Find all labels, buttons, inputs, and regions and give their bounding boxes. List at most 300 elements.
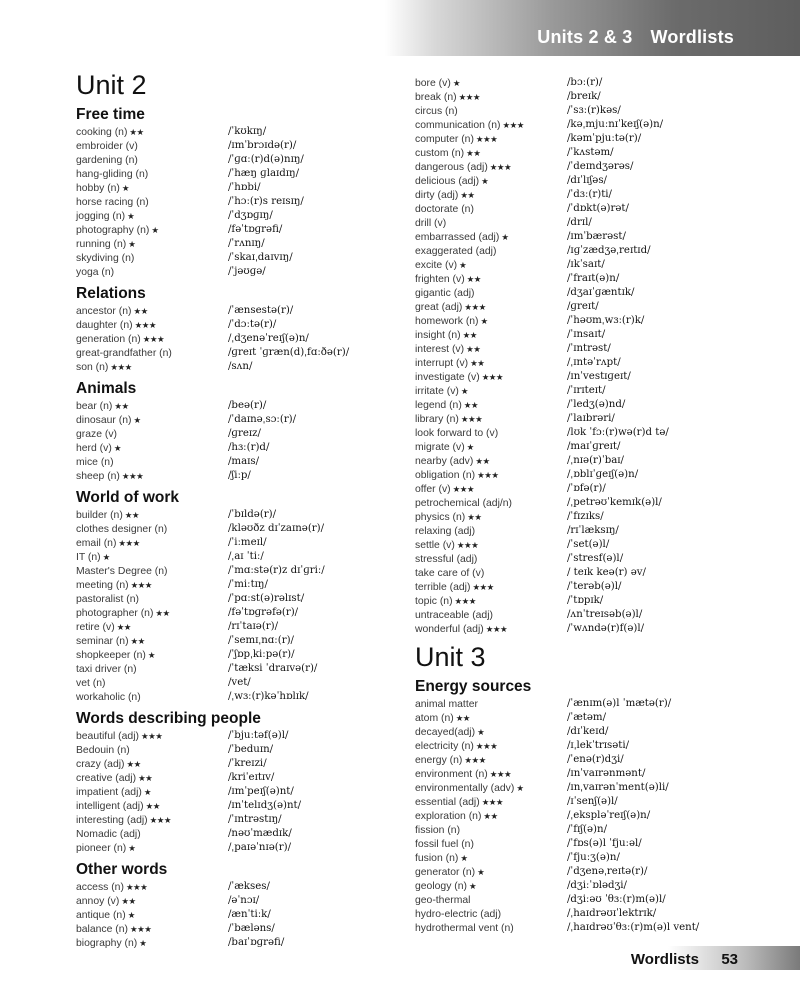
entry-pronunciation: /ˈterəb(ə)l/ <box>567 581 622 592</box>
entry-pronunciation: /ˈhɔː(r)s reɪsɪŋ/ <box>228 196 304 207</box>
entry-word-text: exaggerated (adj) <box>415 246 497 257</box>
word-entry <box>415 398 735 412</box>
entry-word-text: horse racing (n) <box>76 197 149 208</box>
word-entry <box>415 384 735 398</box>
entry-pronunciation: /ˌdʒenəˈreɪʃ(ə)n/ <box>228 333 309 344</box>
entry-word-text: interesting (adj) <box>76 815 148 826</box>
entry-word-text: electricity (n) <box>415 741 474 752</box>
entry-pronunciation: /fəˈtɒɡrəfi/ <box>228 224 283 235</box>
entry-word-text: balance (n) <box>76 924 128 935</box>
entry-word <box>415 370 503 385</box>
frequency-stars: ★ <box>477 867 485 877</box>
word-entry <box>415 921 735 935</box>
entry-word-text: great (adj) <box>415 302 463 313</box>
frequency-stars: ★★★ <box>110 362 132 372</box>
entry-pronunciation: /ˈrʌnɪŋ/ <box>228 238 265 249</box>
entry-word <box>76 757 141 772</box>
entry-word <box>415 314 488 329</box>
entry-pronunciation: /ˈɪrɪteɪt/ <box>567 385 606 396</box>
word-entry <box>415 244 735 258</box>
entry-word <box>76 676 107 691</box>
entry-word-text: Master's Degree (n) <box>76 566 168 577</box>
entry-word-text: pastoralist (n) <box>76 594 139 605</box>
word-entry <box>76 332 396 346</box>
entry-word-text: terrible (adj) <box>415 582 471 593</box>
frequency-stars: ★★★ <box>118 538 140 548</box>
entry-pronunciation: /ˈɪntrəst/ <box>567 343 611 354</box>
entry-word <box>76 209 134 224</box>
footer-label: Wordlists <box>630 951 699 968</box>
entry-word-text: energy (n) <box>415 755 463 766</box>
entry-word-text: obligation (n) <box>415 470 476 481</box>
entry-word <box>76 237 135 252</box>
entry-word <box>415 767 511 782</box>
entry-pronunciation: /ˈɒfə(r)/ <box>567 483 606 494</box>
entry-word <box>76 195 151 210</box>
frequency-stars: ★ <box>516 783 524 793</box>
entry-pronunciation: /ˌɒblɪˈɡeɪʃ(ə)n/ <box>567 469 639 480</box>
entry-pronunciation: /ˈskaɪˌdaɪvɪŋ/ <box>228 252 293 263</box>
word-entry <box>76 799 396 813</box>
entry-pronunciation: /ɪnˈtelɪdʒ(ə)nt/ <box>228 800 302 811</box>
word-entry <box>415 160 735 174</box>
entry-pronunciation: /kəˌmjuːnɪˈkeɪʃ(ə)n/ <box>567 119 664 130</box>
entry-word-text: drill (v) <box>415 218 447 229</box>
entry-word <box>76 167 150 182</box>
frequency-stars: ★★ <box>462 330 477 340</box>
entry-pronunciation: /ˌnɪə(r)ˈbaɪ/ <box>567 455 624 466</box>
entry-word-text: hang-gliding (n) <box>76 169 149 180</box>
entry-word <box>415 104 460 119</box>
entry-word-text: delicious (adj) <box>415 176 480 187</box>
entry-word <box>76 413 141 428</box>
entry-word <box>415 482 474 497</box>
entry-pronunciation: /kəmˈpjuːtə(r)/ <box>567 133 642 144</box>
word-entry <box>415 286 735 300</box>
entry-word <box>76 455 116 470</box>
word-entry <box>415 781 735 795</box>
word-entry <box>76 771 396 785</box>
entry-pronunciation: /lʊk ˈfɔː(r)wə(r)d tə/ <box>567 427 669 438</box>
page-number: 53 <box>721 951 738 968</box>
entry-pronunciation: /rɪˈlæksɪŋ/ <box>567 525 619 536</box>
entry-word <box>415 258 466 273</box>
frequency-stars: ★ <box>481 176 489 186</box>
entry-word <box>76 265 116 280</box>
word-entry <box>76 469 396 483</box>
word-entry <box>415 893 735 907</box>
entry-word <box>415 76 460 91</box>
frequency-stars: ★★★ <box>475 134 498 144</box>
word-entry <box>415 118 735 132</box>
entry-pronunciation: /ɪˈsenʃ(ə)l/ <box>567 796 618 807</box>
word-entry <box>415 753 735 767</box>
entry-word <box>415 188 475 203</box>
entry-pronunciation: /ˌhaɪdrəʊɪˈlektrɪk/ <box>567 908 657 919</box>
entry-word <box>415 725 484 740</box>
entry-word-text: herd (v) <box>76 443 112 454</box>
word-entry <box>76 648 396 662</box>
entry-word-text: geology (n) <box>415 881 467 892</box>
entry-word <box>415 851 467 866</box>
entry-word-text: topic (n) <box>415 596 453 607</box>
entry-word-text: workaholic (n) <box>76 692 141 703</box>
frequency-stars: ★ <box>480 316 488 326</box>
frequency-stars: ★★★ <box>140 731 163 741</box>
entry-word <box>415 865 484 880</box>
frequency-stars: ★★★ <box>458 92 480 102</box>
entry-word <box>76 318 156 333</box>
entry-word-text: fusion (n) <box>415 853 459 864</box>
word-entry <box>415 496 735 510</box>
entry-word <box>76 785 151 800</box>
entry-word-text: exploration (n) <box>415 811 482 822</box>
entry-word-text: gigantic (adj) <box>415 288 475 299</box>
entry-pronunciation: /ˈɪnsaɪt/ <box>567 329 606 340</box>
word-entry <box>415 76 735 90</box>
entry-pronunciation: /əˈnɔɪ/ <box>228 895 260 906</box>
word-entry <box>76 125 396 139</box>
frequency-stars: ★ <box>501 232 509 242</box>
frequency-stars: ★★ <box>460 190 475 200</box>
entry-word-text: interrupt (v) <box>415 358 469 369</box>
entry-pronunciation: /ˈlaɪbrəri/ <box>567 413 615 424</box>
entry-pronunciation: /ɪnˈvaɪrənmənt/ <box>567 768 646 779</box>
entry-word <box>415 907 503 922</box>
entry-pronunciation: /ˌpaɪəˈnɪə(r)/ <box>228 842 292 853</box>
unit-3-title: Unit 3 <box>415 642 486 672</box>
entry-pronunciation: /ˈfraɪt(ə)n/ <box>567 273 620 284</box>
frequency-stars: ★★ <box>133 306 148 316</box>
entry-pronunciation: /ʃiːp/ <box>228 470 251 481</box>
entry-pronunciation: /ˈhæŋ ɡlaɪdɪŋ/ <box>228 168 300 179</box>
entry-pronunciation: /ˈʃɒpˌkiːpə(r)/ <box>228 649 295 660</box>
entry-pronunciation: /ˈbjuːtəf(ə)l/ <box>228 730 289 741</box>
entry-pronunciation: /ɡreɪt ˈɡræn(d)ˌfɑːðə(r)/ <box>228 347 350 358</box>
word-entry <box>415 132 735 146</box>
entry-word <box>415 921 516 936</box>
entry-word-text: doctorate (n) <box>415 204 474 215</box>
entry-pronunciation: /ˈdʒɒɡɪŋ/ <box>228 210 273 221</box>
entry-pronunciation: /dʒaɪˈɡæntɪk/ <box>567 287 635 298</box>
entry-word-text: computer (n) <box>415 134 474 145</box>
entry-word <box>76 620 131 635</box>
entry-word-text: stressful (adj) <box>415 554 478 565</box>
word-entry <box>76 729 396 743</box>
frequency-stars: ★★ <box>121 896 136 906</box>
entry-word-text: fission (n) <box>415 825 461 836</box>
entry-pronunciation: /ɪnˈvestɪɡeɪt/ <box>567 371 631 382</box>
entry-pronunciation: /maɪˈɡreɪt/ <box>567 441 621 452</box>
word-entry <box>415 524 735 538</box>
entry-word <box>415 342 480 357</box>
entry-word <box>415 753 486 768</box>
word-entry <box>76 813 396 827</box>
entry-word-text: jogging (n) <box>76 211 126 222</box>
entry-pronunciation: /ɪˌlekˈtrɪsəti/ <box>567 740 630 751</box>
entry-word-text: sheep (n) <box>76 471 120 482</box>
entry-word <box>415 300 486 315</box>
word-entry <box>415 697 735 711</box>
section-title: World of work <box>76 489 180 506</box>
word-entry <box>76 399 396 413</box>
entry-word <box>415 356 484 371</box>
entry-word-text: untraceable (adj) <box>415 610 493 621</box>
word-entry <box>76 223 396 237</box>
entry-word-text: fossil fuel (n) <box>415 839 474 850</box>
entry-word-text: hydro-electric (adj) <box>415 909 502 920</box>
entry-pronunciation: /ˈfɪzɪks/ <box>567 511 604 522</box>
entry-word <box>415 837 476 852</box>
section-title: Words describing people <box>76 710 261 727</box>
word-entry <box>415 580 735 594</box>
word-entry <box>415 328 735 342</box>
entry-word <box>76 634 145 649</box>
entry-word-text: intelligent (adj) <box>76 801 144 812</box>
entry-word <box>415 132 497 147</box>
frequency-stars: ★ <box>102 552 110 562</box>
entry-word-text: bear (n) <box>76 401 113 412</box>
entry-word-text: graze (v) <box>76 429 117 440</box>
entry-pronunciation: /ˈwʌndə(r)f(ə)l/ <box>567 623 645 634</box>
entry-word-text: gardening (n) <box>76 155 138 166</box>
section-title: Relations <box>76 285 146 302</box>
word-entry <box>415 594 735 608</box>
entry-pronunciation: /dʒiːˈɒlədʒi/ <box>567 880 627 891</box>
entry-word <box>76 592 141 607</box>
word-entry <box>76 181 396 195</box>
entry-word <box>76 564 170 579</box>
frequency-stars: ★ <box>151 225 159 235</box>
frequency-stars: ★★★ <box>472 582 494 592</box>
entry-word-text: homework (n) <box>415 316 479 327</box>
entry-word <box>76 139 140 154</box>
entry-pronunciation: /ˈdeɪndʒərəs/ <box>567 161 634 172</box>
entry-pronunciation: /ˌhaɪdrəʊˈθɜː(r)m(ə)l vent/ <box>567 922 700 933</box>
frequency-stars: ★★ <box>483 811 498 821</box>
entry-word-text: annoy (v) <box>76 896 120 907</box>
entry-word-text: beautiful (adj) <box>76 731 139 742</box>
entry-pronunciation: /vet/ <box>228 677 251 688</box>
entry-pronunciation: /ˈkʊkɪŋ/ <box>228 126 267 137</box>
entry-word-text: look forward to (v) <box>415 428 499 439</box>
entry-pronunciation: /ʌnˈtreɪsəb(ə)l/ <box>567 609 643 620</box>
word-entry <box>415 510 735 524</box>
frequency-stars: ★ <box>452 78 460 88</box>
entry-pronunciation: /ˌekspləˈreɪʃ(ə)n/ <box>567 810 651 821</box>
frequency-stars: ★★★ <box>481 797 504 807</box>
word-entry <box>76 195 396 209</box>
entry-word <box>76 153 140 168</box>
entry-word-text: petrochemical (adj/n) <box>415 498 513 509</box>
entry-word <box>76 606 170 621</box>
entry-word <box>415 230 508 245</box>
entry-word <box>415 580 494 595</box>
entry-word <box>76 690 143 705</box>
word-entry <box>415 454 735 468</box>
entry-word-text: pioneer (n) <box>76 843 127 854</box>
entry-word <box>415 244 498 259</box>
entry-pronunciation: /ˈfɒs(ə)l ˈfjuːəl/ <box>567 838 642 849</box>
entry-word <box>415 496 514 511</box>
entry-word <box>415 795 503 810</box>
entry-word <box>415 174 488 189</box>
word-entry <box>415 823 735 837</box>
word-entry <box>76 427 396 441</box>
word-entry <box>415 837 735 851</box>
entry-pronunciation: /ˈdaɪnəˌsɔː(r)/ <box>228 414 297 425</box>
word-entry <box>76 620 396 634</box>
entry-word-text: builder (n) <box>76 510 123 521</box>
entry-word-text: settle (v) <box>415 540 455 551</box>
entry-word-text: circus (n) <box>415 106 458 117</box>
entry-pronunciation: /fəˈtɒɡrəfə(r)/ <box>228 607 299 618</box>
entry-word <box>415 468 498 483</box>
word-entry <box>76 167 396 181</box>
frequency-stars: ★ <box>468 881 477 891</box>
word-entry <box>415 412 735 426</box>
entry-pronunciation: /ˈdɜː(r)ti/ <box>567 189 612 200</box>
entry-word <box>76 908 135 923</box>
entry-pronunciation: /ˈhəʊmˌwɜː(r)k/ <box>567 315 645 326</box>
entry-word-text: cooking (n) <box>76 127 128 138</box>
entry-word <box>415 146 480 161</box>
frequency-stars: ★★ <box>455 713 470 723</box>
word-entry <box>76 318 396 332</box>
entry-pronunciation: /ˈdɔːtə(r)/ <box>228 319 277 330</box>
entry-word <box>415 510 481 525</box>
word-entry <box>76 592 396 606</box>
entry-word-text: meeting (n) <box>76 580 129 591</box>
entry-word <box>415 538 478 553</box>
entry-word <box>76 550 110 565</box>
header-wordlists: Wordlists <box>650 27 734 47</box>
word-entry <box>415 300 735 314</box>
frequency-stars: ★★★ <box>464 302 486 312</box>
entry-pronunciation: /ˌaɪ ˈtiː/ <box>228 551 264 562</box>
frequency-stars: ★ <box>133 415 141 425</box>
entry-pronunciation: /ˈiːmeɪl/ <box>228 537 267 548</box>
entry-word-text: shopkeeper (n) <box>76 650 146 661</box>
entry-pronunciation: /ˈɪntrəstɪŋ/ <box>228 814 282 825</box>
entry-word-text: investigate (v) <box>415 372 480 383</box>
word-entry <box>415 370 735 384</box>
frequency-stars: ★★ <box>130 636 145 646</box>
word-entry <box>415 230 735 244</box>
section-title-energy-sources: Energy sources <box>415 678 532 695</box>
entry-pronunciation: /bɔː(r)/ <box>567 77 603 88</box>
entry-word <box>76 936 146 951</box>
word-entry <box>415 538 735 552</box>
frequency-stars: ★★★ <box>149 815 171 825</box>
left-column <box>76 70 396 950</box>
frequency-stars: ★ <box>466 442 474 452</box>
entry-word <box>76 799 160 814</box>
word-entry <box>415 314 735 328</box>
entry-pronunciation: /ˈækses/ <box>228 881 270 892</box>
frequency-stars: ★ <box>113 443 121 453</box>
word-entry <box>415 622 735 636</box>
entry-word-text: interest (v) <box>415 344 465 355</box>
word-entry <box>76 536 396 550</box>
entry-pronunciation: /ˈænɪm(ə)l ˈmætə(r)/ <box>567 698 672 709</box>
frequency-stars: ★★ <box>155 608 170 618</box>
entry-pronunciation: /ˈdʒenəˌreɪtə(r)/ <box>567 866 648 877</box>
frequency-stars: ★ <box>460 853 468 863</box>
word-entry <box>415 90 735 104</box>
frequency-stars: ★ <box>128 239 136 249</box>
entry-word-text: ancestor (n) <box>76 306 132 317</box>
entry-word <box>76 894 136 909</box>
word-entry <box>76 785 396 799</box>
entry-pronunciation: /ˈfɪʃ(ə)n/ <box>567 824 607 835</box>
entry-word-text: insight (n) <box>415 330 461 341</box>
frequency-stars: ★★★ <box>130 580 152 590</box>
frequency-stars: ★★ <box>114 401 129 411</box>
word-entry <box>76 153 396 167</box>
word-entry <box>76 237 396 251</box>
word-entry <box>76 880 396 894</box>
entry-word <box>76 508 139 523</box>
word-entry <box>415 202 735 216</box>
entry-pronunciation: /ˈbɪldə(r)/ <box>228 509 277 520</box>
entry-word <box>76 522 169 537</box>
frequency-stars: ★★ <box>126 759 141 769</box>
frequency-stars: ★ <box>459 260 467 270</box>
frequency-stars: ★★★ <box>125 882 148 892</box>
entry-word-text: essential (adj) <box>415 797 480 808</box>
entry-word-text: crazy (adj) <box>76 759 125 770</box>
entry-word-text: running (n) <box>76 239 127 250</box>
word-entry <box>76 908 396 922</box>
entry-pronunciation: /ɪɡˈzædʒəˌreɪtɪd/ <box>567 245 651 256</box>
entry-pronunciation: /ˈɡɑː(r)d(ə)nɪŋ/ <box>228 154 304 165</box>
entry-word <box>415 118 524 133</box>
entry-word <box>415 328 477 343</box>
entry-pronunciation: /ɪkˈsaɪt/ <box>567 259 605 270</box>
word-entry <box>415 426 735 440</box>
entry-pronunciation: /drɪl/ <box>567 217 592 228</box>
entry-word-text: dinosaur (n) <box>76 415 132 426</box>
entry-word-text: generator (n) <box>415 867 476 878</box>
word-entry <box>415 879 735 893</box>
entry-word-text: creative (adj) <box>76 773 137 784</box>
frequency-stars: ★★★ <box>489 769 512 779</box>
frequency-stars: ★★ <box>129 127 144 137</box>
word-entry <box>415 258 735 272</box>
word-entry <box>415 711 735 725</box>
word-entry <box>415 216 735 230</box>
entry-word <box>76 813 171 828</box>
frequency-stars: ★★★ <box>475 741 498 751</box>
word-entry <box>76 346 396 360</box>
entry-word-text: environment (n) <box>415 769 488 780</box>
frequency-stars: ★★ <box>466 148 481 158</box>
unit-2-title: Unit 2 <box>76 70 147 100</box>
word-entry <box>76 578 396 592</box>
entry-word <box>76 578 152 593</box>
entry-word <box>415 454 490 469</box>
footer <box>631 951 738 968</box>
entry-word-text: retire (v) <box>76 622 115 633</box>
entry-word-text: mice (n) <box>76 457 114 468</box>
frequency-stars: ★★★ <box>489 162 512 172</box>
entry-pronunciation: /ˈledʒ(ə)nd/ <box>567 399 626 410</box>
entry-word-text: IT (n) <box>76 552 101 563</box>
frequency-stars: ★★★ <box>481 372 504 382</box>
word-entry <box>415 482 735 496</box>
word-entry <box>76 209 396 223</box>
